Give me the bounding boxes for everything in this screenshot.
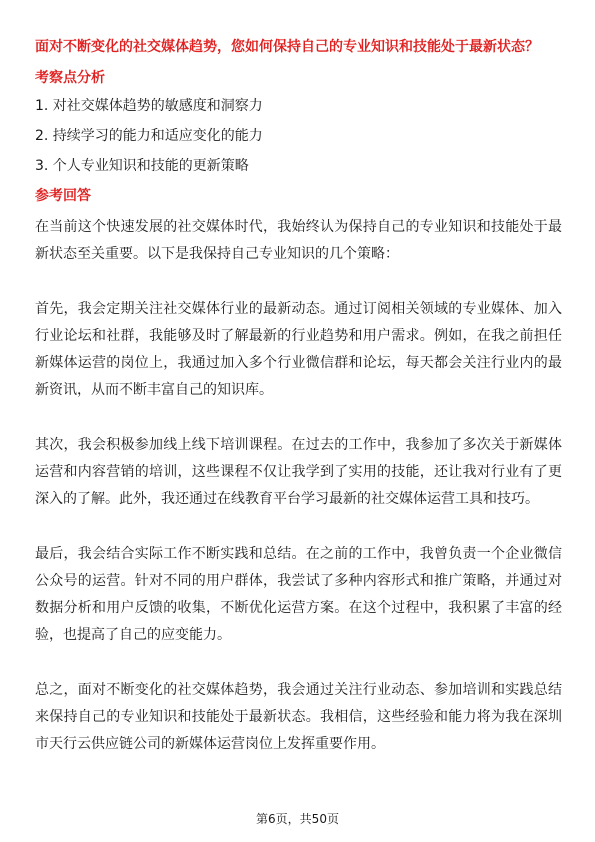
answer-paragraph: 其次，我会积极参加线上线下培训课程。在过去的工作中，我参加了多次关于新媒体运营和内容营销的培训，这些课程不仅让我学到了实用的技能，还让我对行业有了更深入的了解。此外，我还通过在线教育平台学习最新的社交媒体运营工具和技巧。 <box>35 437 562 507</box>
question-heading: 面对不断变化的社交媒体趋势，您如何保持自己的专业知识和技能处于最新状态？ <box>35 39 539 55</box>
answer-paragraph: 总之，面对不断变化的社交媒体趋势，我会通过关注行业动态、参加培训和实践总结来保持自己的专业知识和技能处于最新状态。我相信，这些经验和能力将为我在深圳市天行云供应链公司的新媒体运营岗位上发挥重要作用。 <box>35 682 562 752</box>
page-footer: 第6页，共50页 <box>256 812 339 826</box>
analysis-points <box>35 96 562 176</box>
answer-paragraph: 最后，我会结合实际工作不断实践和总结。在之前的工作中，我曾负责一个企业微信公众号的运营。针对不同的用户群体，我尝试了多种内容形式和推广策略，并通过对数据分析和用户反馈的收集，不断优化运营方案。在这个过程中，我积累了丰富的经验，也提高了自己的应变能力。 <box>35 546 562 643</box>
analysis-point: 1. 对社交媒体趋势的敏感度和洞察力 <box>35 98 263 114</box>
answer-body <box>35 214 562 758</box>
analysis-point: 3. 个人专业知识和技能的更新策略 <box>35 158 249 174</box>
answer-title: 参考回答 <box>35 188 91 204</box>
analysis-title: 考察点分析 <box>35 70 105 86</box>
document-page <box>35 36 562 758</box>
answer-paragraph: 首先，我会定期关注社交媒体行业的最新动态。通过订阅相关领域的专业媒体、加入行业论坛和社群，我能够及时了解最新的行业趋势和用户需求。例如，在我之前担任新媒体运营的岗位上，我通过加入多个行业微信群和论坛，每天都会关注行业内的最新资讯，从而不断丰富自己的知识库。 <box>35 301 562 398</box>
analysis-point: 2. 持续学习的能力和适应变化的能力 <box>35 128 263 144</box>
answer-paragraph: 在当前这个快速发展的社交媒体时代，我始终认为保持自己的专业知识和技能处于最新状态至关重要。以下是我保持自己专业知识的几个策略： <box>35 219 562 262</box>
